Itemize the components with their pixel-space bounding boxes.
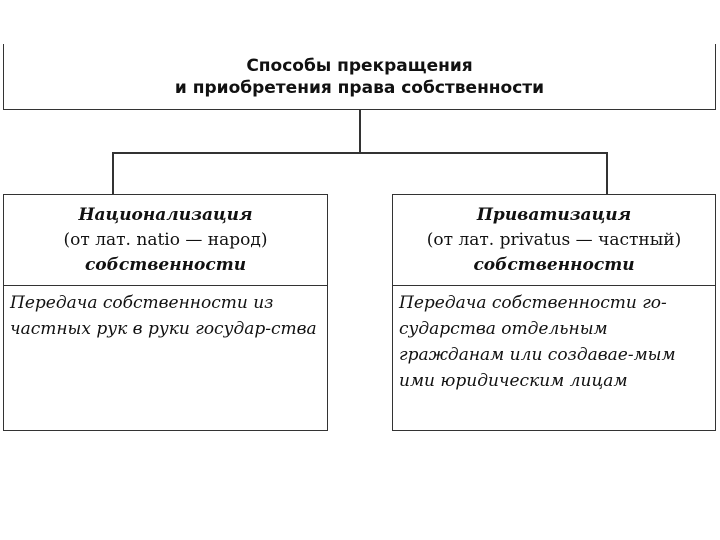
diagram-title-box [3,44,716,110]
nationalization-header [3,194,328,286]
title-line-2: и приобретения права собственности [174,77,545,98]
privatization-own: собственности [473,254,635,275]
privatization-header [392,194,716,286]
nationalization-description: Передача собственности из частных рук в руки государ-ства [3,286,328,431]
connector-vertical-main [359,110,361,153]
connector-horizontal [112,152,608,154]
nationalization-origin: (от лат. natio — народ) [63,229,268,250]
nationalization-title: Национализация [78,204,253,225]
privatization-origin: (от лат. privatus — частный) [426,229,682,250]
privatization-title: Приватизация [476,204,632,225]
connector-vertical-left [112,152,114,195]
connector-vertical-right [606,152,608,195]
title-line-1: Способы прекращения [246,55,473,76]
nationalization-own: собственности [84,254,247,275]
privatization-description: Передача собственности го-сударства отдельным гражданам или создавае-мым ими юридическим лицам [392,286,716,431]
